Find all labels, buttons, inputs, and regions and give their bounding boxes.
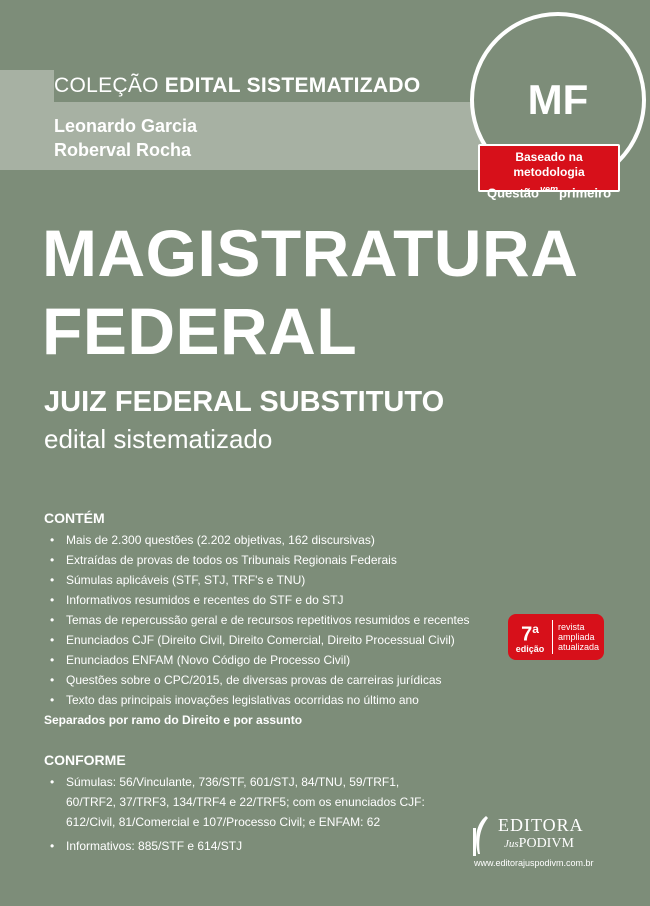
list-item: • Súmulas aplicáveis (STF, STJ, TRF's e TNU)	[50, 570, 500, 590]
list-item: • Mais de 2.300 questões (2.202 objetivas, 162 discursivas)	[50, 530, 500, 550]
title-line1: MAGISTRATURA	[42, 216, 579, 290]
list-item: • Informativos resumidos e recentes do STF e do STJ	[50, 590, 500, 610]
method-badge	[478, 144, 620, 201]
publisher-sub-main: PODIVM	[518, 836, 574, 851]
publisher-name: EDITORA	[498, 815, 584, 835]
edition-note: revista	[558, 622, 585, 632]
edition-note: ampliada	[558, 632, 595, 642]
contents-list	[50, 530, 500, 710]
edition-badge	[508, 614, 604, 660]
conforme-list	[50, 772, 452, 860]
method-line2	[480, 180, 618, 202]
list-item: • Extraídas de provas de todos os Tribunais Regionais Federais	[50, 550, 500, 570]
edition-number: 7	[521, 623, 533, 646]
publisher-url: www.editorajuspodivm.com.br	[474, 858, 594, 868]
edition-ordinal: a	[532, 622, 539, 637]
authors	[54, 114, 197, 162]
edition-label: edição	[515, 643, 545, 654]
series-code: MF	[527, 76, 589, 123]
collection-bar	[54, 70, 524, 102]
book-title	[42, 214, 578, 370]
contents-heading: CONTÉM	[44, 510, 105, 526]
collection-name: EDITAL SISTEMATIZADO	[164, 74, 421, 97]
author-name: Leonardo Garcia	[54, 116, 198, 136]
list-item: • Súmulas: 56/Vinculante, 736/STF, 601/STJ, 84/TNU, 59/TRF1, 60/TRF2, 37/TRF3, 134/TRF4 e 22/TRF5; com os enunciados CJF: 612/Civil, 81/Comercial e 107/Processo Civil; e ENFAM: 62	[50, 772, 452, 832]
title-line2: FEDERAL	[42, 294, 358, 368]
conforme-heading: CONFORME	[44, 752, 126, 768]
method-word2: vem	[539, 184, 558, 194]
list-item: • Informativos: 885/STF e 614/STJ	[50, 836, 452, 856]
book-subtitle-secondary: edital sistematizado	[44, 424, 273, 454]
method-word3: primeiro	[559, 185, 612, 201]
author-name: Roberval Rocha	[54, 140, 192, 160]
edition-note: atualizada	[558, 642, 600, 652]
separator-note: Separados por ramo do Direito e por assunto	[44, 713, 303, 727]
list-item: • Enunciados CJF (Direito Civil, Direito Comercial, Direito Processual Civil)	[50, 630, 500, 650]
quill-icon	[470, 814, 492, 858]
publisher-sub	[504, 836, 574, 852]
book-subtitle: JUIZ FEDERAL SUBSTITUTO	[44, 386, 445, 418]
list-item: • Texto das principais inovações legislativas ocorridas no último ano	[50, 690, 500, 710]
collection-prefix: COLEÇÃO	[54, 74, 159, 97]
method-line1: Baseado na metodologia	[513, 150, 585, 179]
publisher-sub-italic: Jus	[504, 838, 519, 850]
list-item: • Questões sobre o CPC/2015, de diversas provas de carreiras jurídicas	[50, 670, 500, 690]
edition-notes	[553, 622, 599, 652]
edition-number-block	[508, 620, 552, 654]
list-item: • Enunciados ENFAM (Novo Código de Processo Civil)	[50, 650, 500, 670]
list-item: • Temas de repercussão geral e de recursos repetitivos resumidos e recentes	[50, 610, 500, 630]
method-word1: Questão	[486, 185, 539, 201]
